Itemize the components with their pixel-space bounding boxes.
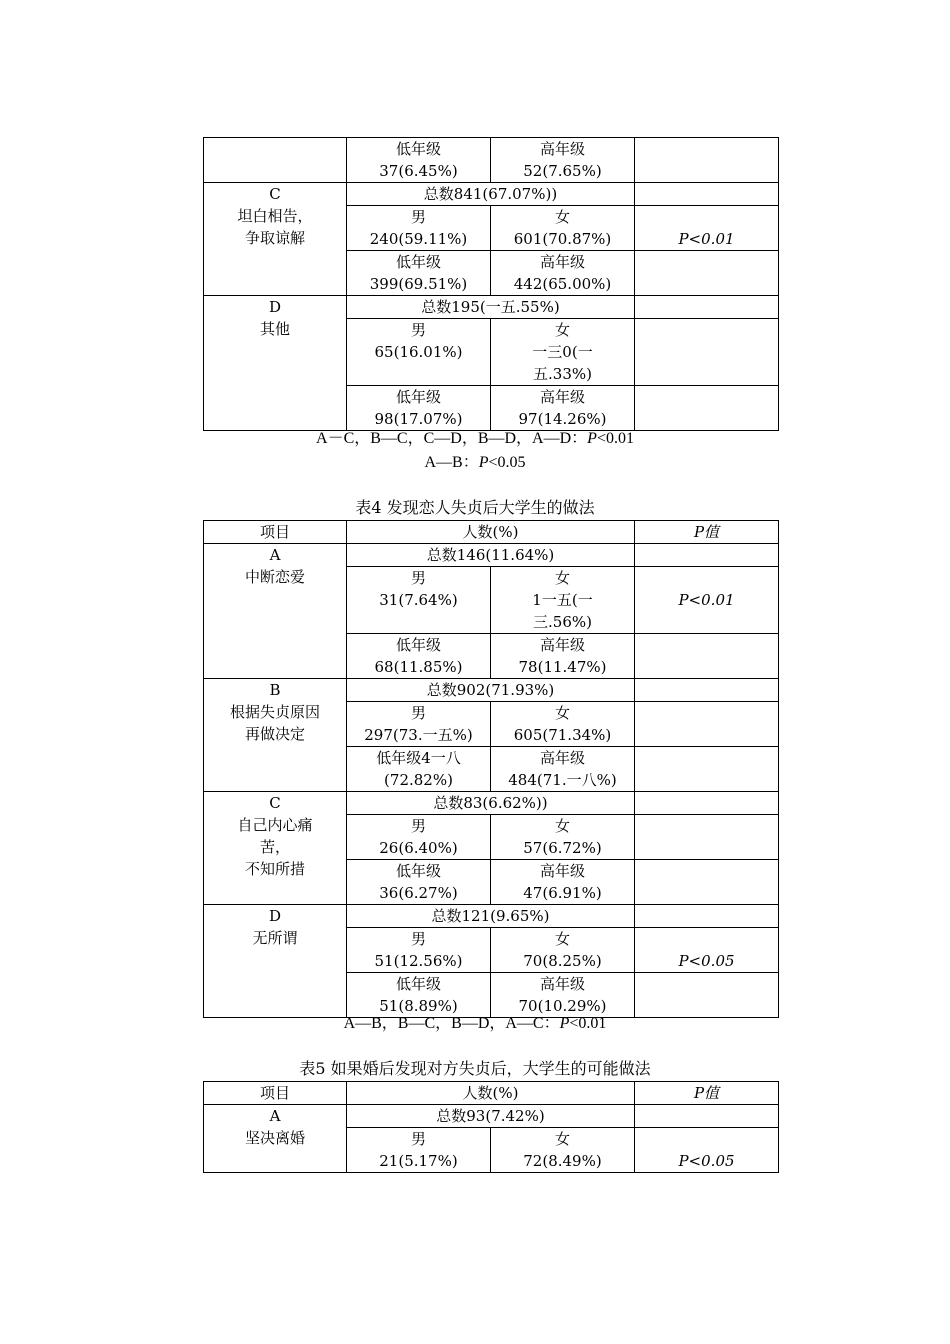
table3-b-item-cell [204, 138, 347, 183]
table4-c-item-cell: C 自己内心痛 苦， 不知所措 [204, 792, 347, 905]
table3-d-p-top [635, 296, 779, 319]
table4-d-female-cell: 女 70(8.25%) [491, 928, 635, 973]
table3-note-2: A—B：P<0.05 [424, 454, 526, 471]
table4-a-p-cell: P<0.01 [635, 567, 779, 634]
table4-a-p-bottom [635, 634, 779, 679]
table4-d-total-cell: 总数121(9.65%) [347, 905, 635, 928]
table4-a-low-grade-cell: 低年级 68(11.85%) [347, 634, 491, 679]
table5-a-male-cell: 男 21(5.17%) [347, 1128, 491, 1173]
table5-header-item: 项目 [204, 1082, 347, 1105]
table4-c-total-cell: 总数83(6.62%)) [347, 792, 635, 815]
table4-c-female-cell: 女 57(6.72%) [491, 815, 635, 860]
table3-d-low-grade-cell: 低年级 98(17.07%) [347, 386, 491, 431]
table3-c-total-cell: 总数841(67.07%)) [347, 183, 635, 206]
table3-continued [203, 137, 778, 431]
table5-header-p: P值 [635, 1082, 779, 1105]
table3-d-p-cell [635, 319, 779, 386]
table4-d-low-grade-cell: 低年级 51(8.89%) [347, 973, 491, 1018]
table4 [203, 520, 778, 1018]
table4-a-total-cell: 总数146(11.64%) [347, 544, 635, 567]
table5-a-female-cell: 女 72(8.49%) [491, 1128, 635, 1173]
table3-d-male-cell: 男 65(16.01%) [347, 319, 491, 386]
table4-header-p: P值 [635, 521, 779, 544]
table3-d-female-cell: 女 一三0(一 五.33%) [491, 319, 635, 386]
table4-d-p-cell: P<0.05 [635, 928, 779, 973]
table4-a-item-cell: A 中断恋爱 [204, 544, 347, 679]
table4-b-female-cell: 女 605(71.34%) [491, 702, 635, 747]
table4-b-p-top [635, 679, 779, 702]
table4-c-p-cell [635, 815, 779, 860]
table4-b-item-cell: B 根据失贞原因 再做决定 [204, 679, 347, 792]
table3-c-low-grade-cell: 低年级 399(69.51%) [347, 251, 491, 296]
table4-b-p-bottom [635, 747, 779, 792]
table5 [203, 1081, 778, 1173]
table3-c-high-grade-cell: 高年级 442(65.00%) [491, 251, 635, 296]
table5-a-p-cell: P<0.05 [635, 1128, 779, 1173]
table4-d-p-top [635, 905, 779, 928]
table4-b-total-cell: 总数902(71.93%) [347, 679, 635, 702]
table4-b-high-grade-cell: 高年级 484(71.一八%) [491, 747, 635, 792]
table3-c-item-cell: C 坦白相告， 争取谅解 [204, 183, 347, 296]
table4-a-high-grade-cell: 高年级 78(11.47%) [491, 634, 635, 679]
table3-b-high-grade-cell: 高年级 52(7.65%) [491, 138, 635, 183]
table4-a-p-top [635, 544, 779, 567]
table4-d-item-cell: D 无所谓 [204, 905, 347, 1018]
table5-title: 表5 如果婚后发现对方失贞后，大学生的可能做法 [299, 1059, 651, 1078]
table4-header-item: 项目 [204, 521, 347, 544]
table3-d-high-grade-cell: 高年级 97(14.26%) [491, 386, 635, 431]
table3-b-p-cell [635, 138, 779, 183]
table4-header-count: 人数(%) [347, 521, 635, 544]
table3-note-1: A－C，B—C，C—D，B—D，A—D：P<0.01 [316, 430, 634, 447]
table3-c-female-cell: 女 601(70.87%) [491, 206, 635, 251]
table3-c-p-bottom [635, 251, 779, 296]
table4-d-p-bottom [635, 973, 779, 1018]
table4-title: 表4 发现恋人失贞后大学生的做法 [355, 498, 595, 517]
table5-a-p-top [635, 1105, 779, 1128]
table5-a-item-cell: A 坚决离婚 [204, 1105, 347, 1173]
table4-a-male-cell: 男 31(7.64%) [347, 567, 491, 634]
table3-d-total-cell: 总数195(一五.55%) [347, 296, 635, 319]
table4-note: A—B，B—C，B—D，A—C：P<0.01 [343, 1015, 607, 1032]
table3-d-p-bottom [635, 386, 779, 431]
table4-c-low-grade-cell: 低年级 36(6.27%) [347, 860, 491, 905]
table5-a-total-cell: 总数93(7.42%) [347, 1105, 635, 1128]
table3-b-low-grade-cell: 低年级 37(6.45%) [347, 138, 491, 183]
table3-c-p-top [635, 183, 779, 206]
table4-c-p-top [635, 792, 779, 815]
table3-c-male-cell: 男 240(59.11%) [347, 206, 491, 251]
table4-a-female-cell: 女 1一五(一 三.56%) [491, 567, 635, 634]
table4-d-high-grade-cell: 高年级 70(10.29%) [491, 973, 635, 1018]
table4-c-high-grade-cell: 高年级 47(6.91%) [491, 860, 635, 905]
table3-c-p-cell: P<0.01 [635, 206, 779, 251]
table4-b-low-grade-cell: 低年级4一八 (72.82%) [347, 747, 491, 792]
table4-d-male-cell: 男 51(12.56%) [347, 928, 491, 973]
table5-header-count: 人数(%) [347, 1082, 635, 1105]
table3-d-item-cell: D 其他 [204, 296, 347, 431]
table4-b-p-cell [635, 702, 779, 747]
table4-c-p-bottom [635, 860, 779, 905]
table4-b-male-cell: 男 297(73.一五%) [347, 702, 491, 747]
table4-c-male-cell: 男 26(6.40%) [347, 815, 491, 860]
